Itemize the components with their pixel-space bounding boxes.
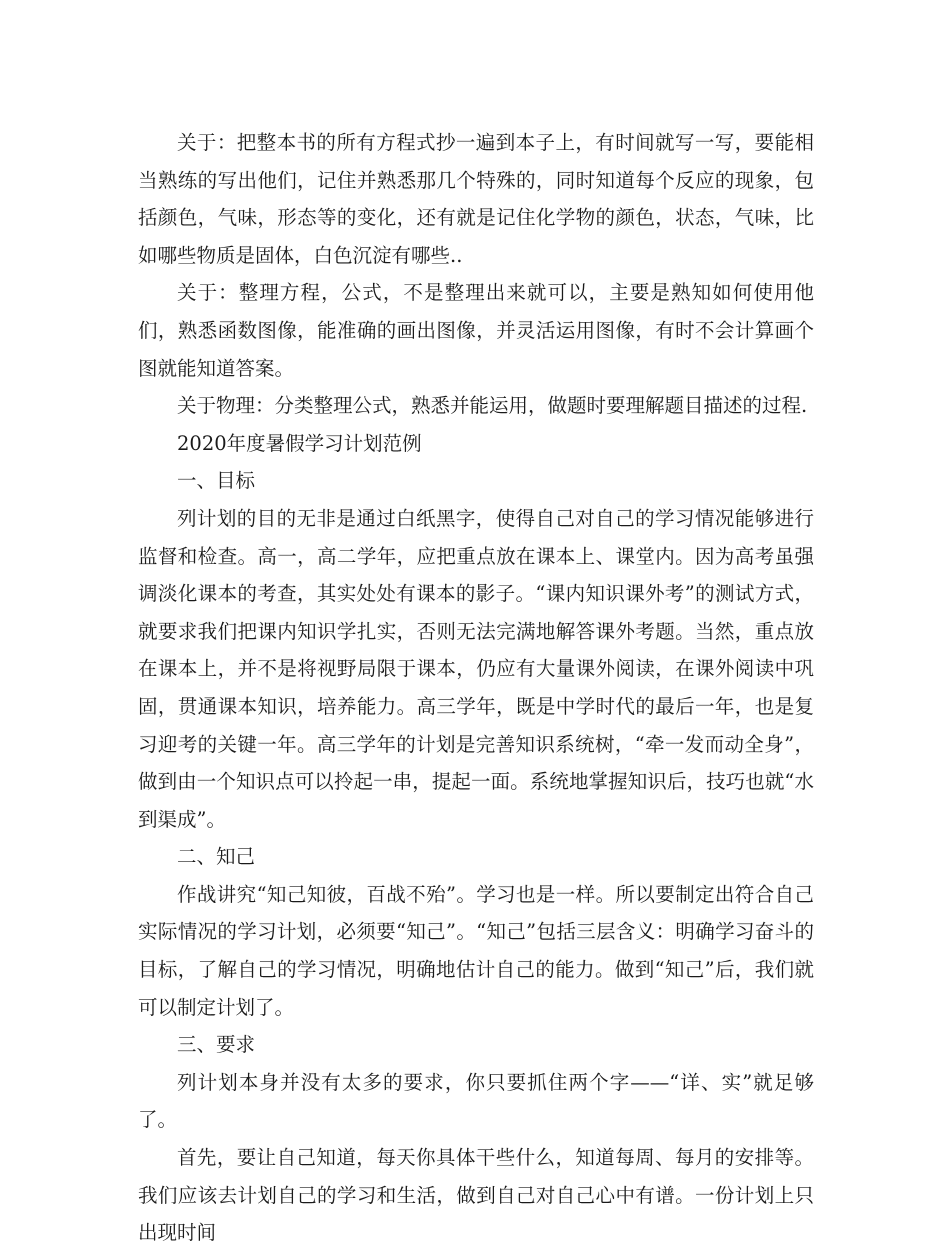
paragraph-goal: 列计划的目的无非是通过白纸黑字，使得自己对自己的学习情况能够进行监督和检查。高一，高二学年，应把重点放在课本上、课堂内。因为高考虽强调淡化课本的考查，其实处处有课本的影子。“课内知识课外考”的测试方式，就要求我们把课内知识学扎实，否则无法完满地解答课外考题。当然，重点放在课本上，并不是将视野局限于课本，仍应有大量课外阅读，在课外阅读中巩固，贯通课本知识，培养能力。高三学年，既是中学时代的最后一年，也是复习迎考的关键一年。高三学年的计划是完善知识系统树，“牵一发而动全身”，做到由一个知识点可以拎起一串，提起一面。系统地掌握知识后，技巧也就“水到渠成”。 bbox=[138, 506, 814, 831]
section-title: 2020年度暑假学习计划范例 bbox=[177, 431, 422, 455]
paragraph-chemistry: 关于：把整本书的所有方程式抄一遍到本子上，有时间就写一写，要能相当熟练的写出他们，记住并熟悉那几个特殊的，同时知道每个反应的现象，包括颜色，气味，形态等的变化，还有就是记住化学物的颜色，状态，气味，比如哪些物质是固体，白色沉淀有哪些.. bbox=[138, 131, 814, 267]
paragraph-know-yourself: 作战讲究“知己知彼，百战不殆”。学习也是一样。所以要制定出符合自己实际情况的学习计划，必须要“知己”。“知己”包括三层含义：明确学习奋斗的目标，了解自己的学习情况，明确地估计自己的能力。做到“知己”后，我们就可以制定计划了。 bbox=[138, 882, 814, 1019]
heading-requirements: 三、要求 bbox=[177, 1033, 256, 1057]
document-body bbox=[138, 124, 814, 1252]
paragraph-requirements: 列计划本身并没有太多的要求，你只要抓住两个字——“详、实”就足够了。 bbox=[138, 1070, 814, 1132]
paragraph-math: 关于：整理方程，公式，不是整理出来就可以，主要是熟知如何使用他们，熟悉函数图像，能准确的画出图像，并灵活运用图像，有时不会计算画个图就能知道答案。 bbox=[138, 281, 814, 380]
paragraph-physics: 关于物理：分类整理公式，熟悉并能运用，做题时要理解题目描述的过程. bbox=[177, 394, 808, 418]
heading-goal: 一、目标 bbox=[177, 469, 256, 493]
paragraph-first: 首先，要让自己知道，每天你具体干些什么，知道每周、每月的安排等。我们应该去计划自己的学习和生活，做到自己对自己心中有谱。一份计划上只出现时间 bbox=[138, 1146, 814, 1245]
heading-know-yourself: 二、知己 bbox=[177, 845, 256, 869]
